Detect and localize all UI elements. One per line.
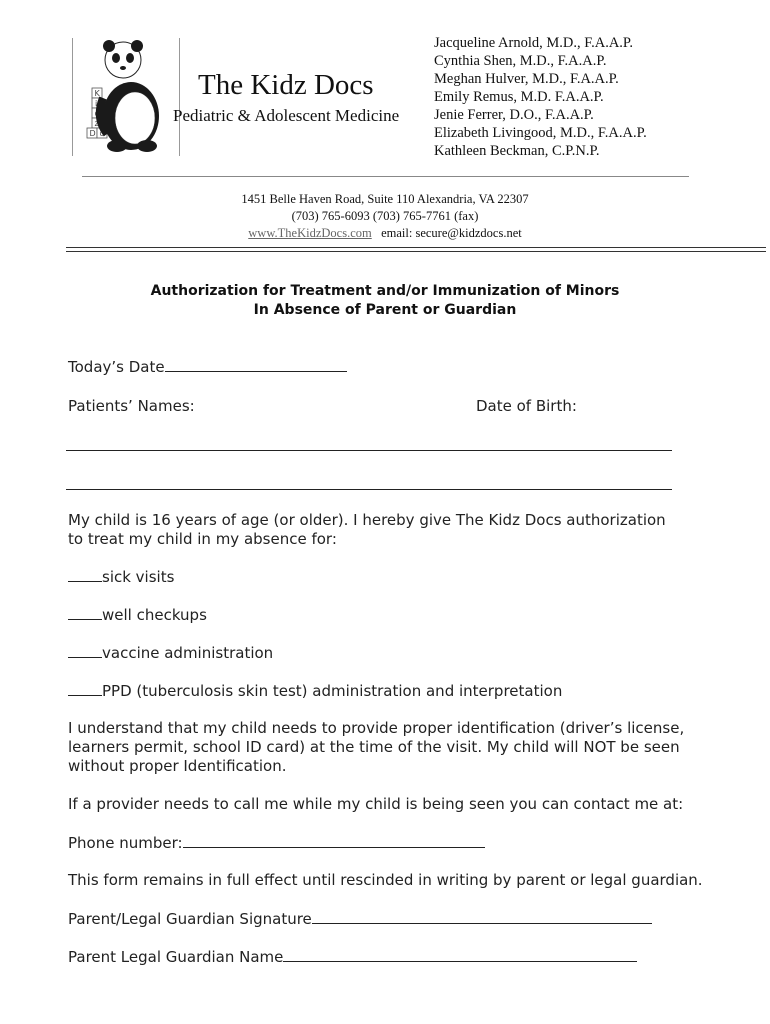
patient-name-field-1[interactable]: [66, 450, 672, 451]
section-divider: [66, 251, 766, 252]
practice-logo: [72, 38, 180, 156]
panda-figure: [100, 40, 159, 152]
phone-fax: (703) 765-6093 (703) 765-7761 (fax): [291, 209, 479, 223]
option-row: [68, 567, 174, 586]
web-email-line: [0, 225, 770, 242]
authorization-text: My child is 16 years of age (or older). I hereby give The Kidz Docs authorization to treat my child in my absence for:: [68, 511, 666, 548]
contact-text: If a provider needs to call me while my child is being seen you can contact me at:: [68, 795, 684, 813]
patients-names-label: Patients’ Names:: [68, 397, 195, 415]
option-label: sick visits: [102, 568, 175, 586]
option-label: PPD (tuberculosis skin test) administration and interpretation: [102, 682, 563, 700]
phone-label: Phone number:: [68, 834, 183, 852]
practice-name: The Kidz Docs: [198, 69, 374, 101]
email-address: email: secure@kidzdocs.net: [381, 226, 522, 240]
logo-letter: z: [94, 119, 99, 128]
logo-letter: D: [89, 129, 96, 138]
identification-text: I understand that my child needs to provide proper identification (driver’s license, learners permit, school ID card) at the time of the visit. My child will NOT be seen without proper Identification.: [68, 719, 685, 775]
section-divider: [66, 247, 766, 248]
website-link[interactable]: www.TheKidzDocs.com: [248, 226, 372, 240]
patient-name-field-2[interactable]: [66, 489, 672, 490]
option-row: [68, 681, 562, 700]
doctor-name: Meghan Hulver, M.D., F.A.A.P.: [434, 71, 619, 87]
option-label: well checkups: [102, 606, 207, 624]
doctor-name: Jenie Ferrer, D.O., F.A.A.P.: [434, 107, 594, 123]
practice-subtitle: Pediatric & Adolescent Medicine: [173, 106, 400, 125]
date-of-birth-label: Date of Birth:: [476, 397, 577, 415]
doctor-name: Kathleen Beckman, C.P.N.P.: [434, 143, 600, 159]
todays-date-label: Today’s Date: [68, 358, 165, 376]
signature-row: [68, 909, 652, 928]
street-address: 1451 Belle Haven Road, Suite 110 Alexandria, VA 22307: [241, 192, 529, 206]
doctor-name: Cynthia Shen, M.D., F.A.A.P.: [434, 53, 607, 69]
header-divider: [82, 176, 689, 177]
option-row: [68, 605, 207, 624]
form-title-line1: Authorization for Treatment and/or Immunization of Minors: [150, 283, 620, 299]
form-title-line2: In Absence of Parent or Guardian: [253, 302, 517, 318]
signature-field[interactable]: [312, 909, 652, 924]
panda-logo-icon: [73, 38, 179, 156]
logo-letter: i: [95, 99, 98, 108]
guardian-name-label: Parent Legal Guardian Name: [68, 948, 284, 966]
logo-letter: d: [94, 109, 100, 118]
option-checkbox-well-checkups[interactable]: [68, 605, 102, 620]
phone-row: [68, 833, 485, 852]
form-title: [0, 282, 770, 320]
option-checkbox-sick-visits[interactable]: [68, 567, 102, 582]
logo-letter: o: [99, 129, 105, 138]
doctor-name: Jacqueline Arnold, M.D., F.A.A.P.: [434, 35, 634, 51]
doctor-name: Emily Remus, M.D. F.A.A.P.: [434, 89, 604, 105]
todays-date-row: [68, 357, 347, 376]
guardian-name-row: [68, 947, 637, 966]
contact-block: [0, 191, 770, 242]
effect-text: This form remains in full effect until rescinded in writing by parent or legal guardian.: [68, 871, 703, 889]
signature-label: Parent/Legal Guardian Signature: [68, 910, 312, 928]
option-label: vaccine administration: [102, 644, 274, 662]
doctor-list: [434, 34, 647, 160]
option-row: [68, 643, 273, 662]
option-checkbox-ppd[interactable]: [68, 681, 102, 696]
guardian-name-field[interactable]: [283, 947, 637, 962]
phone-field[interactable]: [183, 833, 485, 848]
todays-date-field[interactable]: [165, 357, 347, 372]
doctor-name: Elizabeth Livingood, M.D., F.A.A.P.: [434, 125, 647, 141]
option-checkbox-vaccine[interactable]: [68, 643, 102, 658]
logo-letter: K: [94, 89, 100, 98]
